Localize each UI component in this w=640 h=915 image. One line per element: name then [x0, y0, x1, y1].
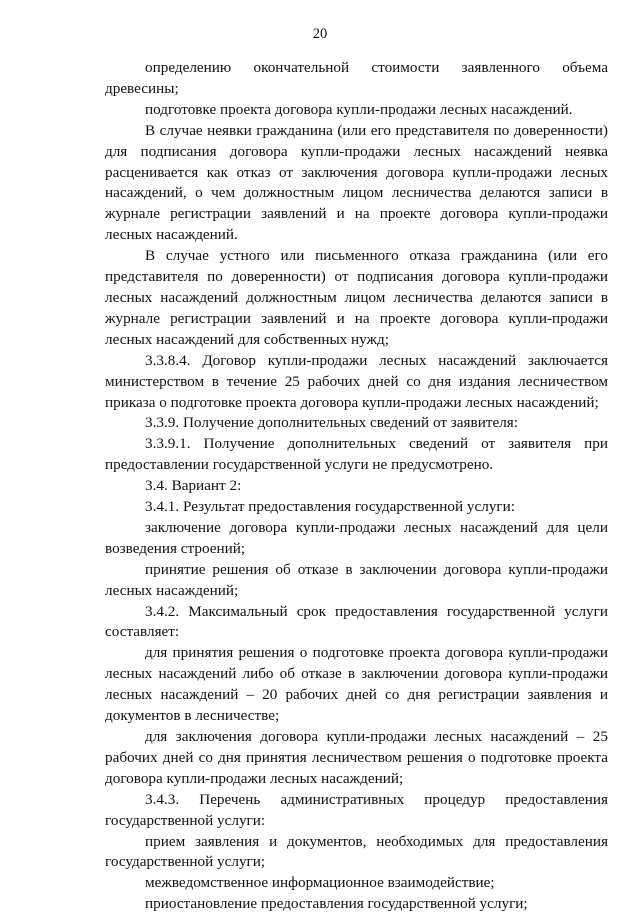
- paragraph: В случае неявки гражданина (или его представителя по доверенности) для подписания договора купли-продажи лесных насаждений неявка расценивается как отказ от заключения договора купли-продажи лесных насаждений, о чем должностным лицом лесничества делаются записи в журнале регистрации заявлений и на проекте договора купли-продажи лесных насаждений.: [105, 121, 608, 244]
- paragraph: 3.3.9. Получение дополнительных сведений от заявителя:: [145, 414, 518, 432]
- paragraph: приостановление предоставления государственной услуги;: [145, 895, 528, 913]
- paragraph: принятие решения об отказе в заключении договора купли-продажи лесных насаждений;: [105, 560, 608, 599]
- paragraph: прием заявления и документов, необходимых для предоставления государственной услуги;: [105, 832, 608, 871]
- paragraph: 3.4. Вариант 2:: [145, 477, 242, 495]
- paragraph: 3.4.2. Максимальный срок предоставления государственной услуги составляет:: [105, 602, 608, 641]
- paragraph: 3.4.3. Перечень административных процедур предоставления государственной услуги:: [105, 790, 608, 829]
- paragraph: 3.3.9.1. Получение дополнительных сведений от заявителя при предоставлении государственной услуги не предусмотрено.: [105, 435, 608, 474]
- paragraph: В случае устного или письменного отказа гражданина (или его представителя по доверенности) от подписания договора купли-продажи лесных насаждений должностным лицом лесничества делаются записи в журнале регистрации заявлений и на проекте договора купли-продажи лесных насаждений для собственных нужд;: [105, 247, 608, 348]
- paragraph: для заключения договора купли-продажи лесных насаждений – 25 рабочих дней со дня принятия лесничеством решения о подготовке проекта договора купли-продажи лесных насаждений;: [105, 728, 608, 787]
- paragraph: 3.3.8.4. Договор купли-продажи лесных насаждений заключается министерством в течение 25 рабочих дней со дня издания лесничеством приказа о подготовке проекта договора купли-продажи лесных насаждений;: [105, 351, 608, 411]
- paragraph: для принятия решения о подготовке проекта договора купли-продажи лесных насаждений либо об отказе в заключении договора купли-продажи лесных насаждений – 20 рабочих дней со дня регистрации заявления и документов в лесничестве;: [105, 644, 608, 725]
- page-number: 20: [312, 26, 328, 42]
- paragraph: определению окончательной стоимости заявленного объема древесины;: [105, 59, 608, 97]
- paragraph: 3.4.1. Результат предоставления государственной услуги:: [145, 498, 515, 516]
- document-body: [105, 58, 608, 915]
- paragraph: межведомственное информационное взаимодействие;: [145, 874, 495, 892]
- paragraph: заключение договора купли-продажи лесных насаждений для цели возведения строений;: [105, 518, 608, 557]
- paragraph: подготовке проекта договора купли-продажи лесных насаждений.: [145, 100, 573, 118]
